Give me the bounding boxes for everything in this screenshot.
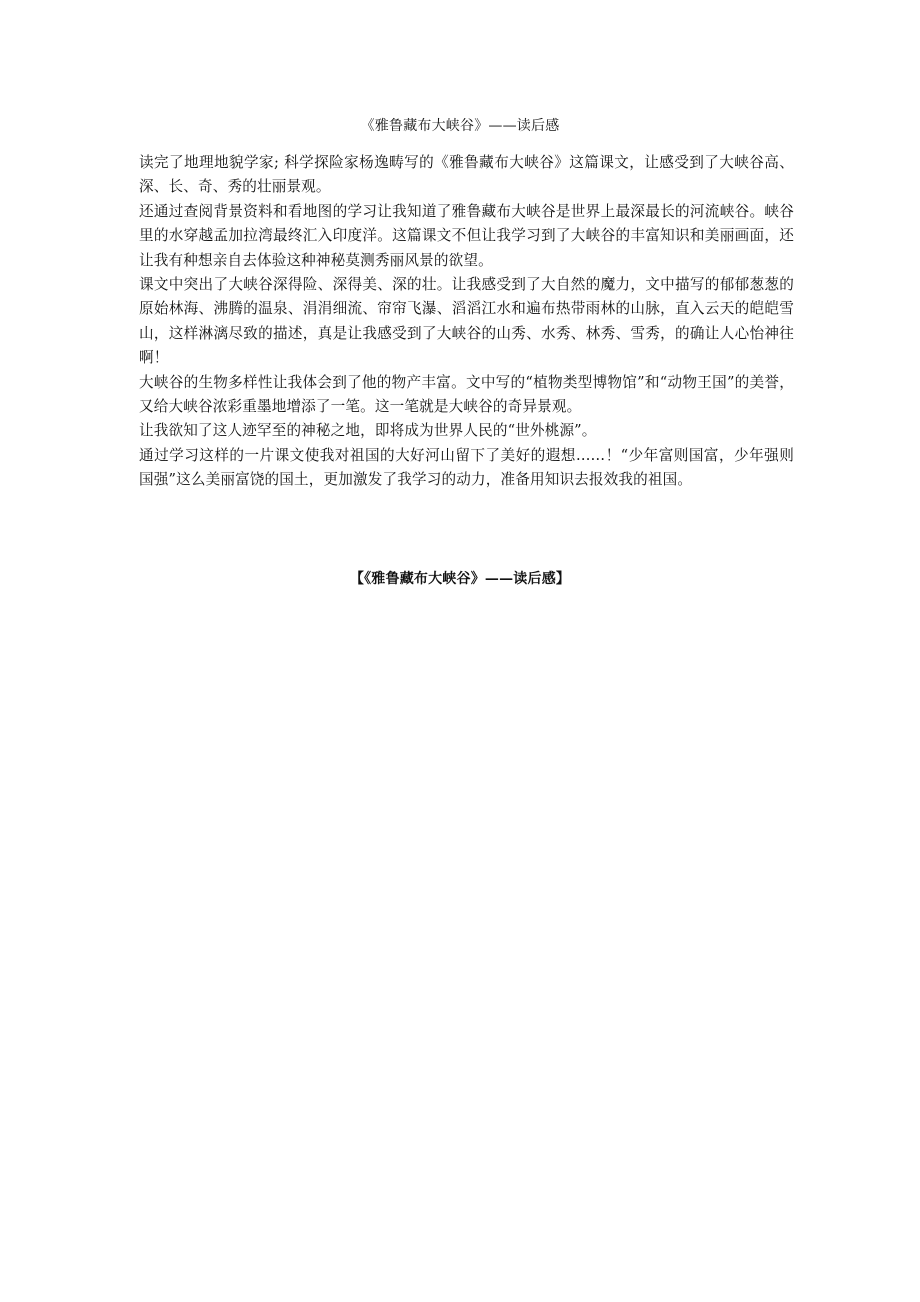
paragraph-3: 课文中突出了大峡谷深得险、深得美、深的壮。让我感受到了大自然的魔力，文中描写的郁郁葱葱的原始林海、沸腾的温泉、涓涓细流、帘帘飞瀑、滔滔江水和遍布热带雨林的山脉，直入云天的皑皑雪山，这样淋漓尽致的描述，真是让我感受到了大峡谷的山秀、水秀、林秀、雪秀，的确让人心怡神往啊！ [139, 276, 794, 367]
paragraph-4: 大峡谷的生物多样性让我体会到了他的物产丰富。文中写的“植物类型博物馆”和“动物王国”的美誉，又给大峡谷浓彩重墨地增添了一笔。这一笔就是大峡谷的奇异景观。 [139, 373, 794, 416]
paragraph-5: 让我欲知了这人迹罕至的神秘之地，即将成为世界人民的“世外桃源”。 [139, 422, 597, 440]
footer-title: 【《雅鲁藏布大峡谷》——读后感】 [349, 571, 571, 587]
paragraph-2: 还通过查阅背景资料和看地图的学习让我知道了雅鲁藏布大峡谷是世界上最深最长的河流峡谷。峡谷里的水穿越孟加拉湾最终汇入印度洋。这篇课文不但让我学习到了大峡谷的丰富知识和美丽画面，还让我有种想亲自去体验这种神秘莫测秀丽风景的欲望。 [139, 202, 794, 269]
article-body [139, 151, 794, 493]
paragraph-6: 通过学习这样的一片课文使我对祖国的大好河山留下了美好的遐想……！“少年富则国富，少年强则国强”这么美丽富饶的国土，更加激发了我学习的动力，准备用知识去报效我的祖国。 [139, 446, 794, 489]
page-title: 《雅鲁藏布大峡谷》——读后感 [360, 118, 560, 134]
paragraph-1: 读完了地理地貌学家; 科学探险家杨逸畴写的《雅鲁藏布大峡谷》这篇课文，让感受到了大峡谷高、深、长、奇、秀的壮丽景观。 [139, 154, 794, 196]
